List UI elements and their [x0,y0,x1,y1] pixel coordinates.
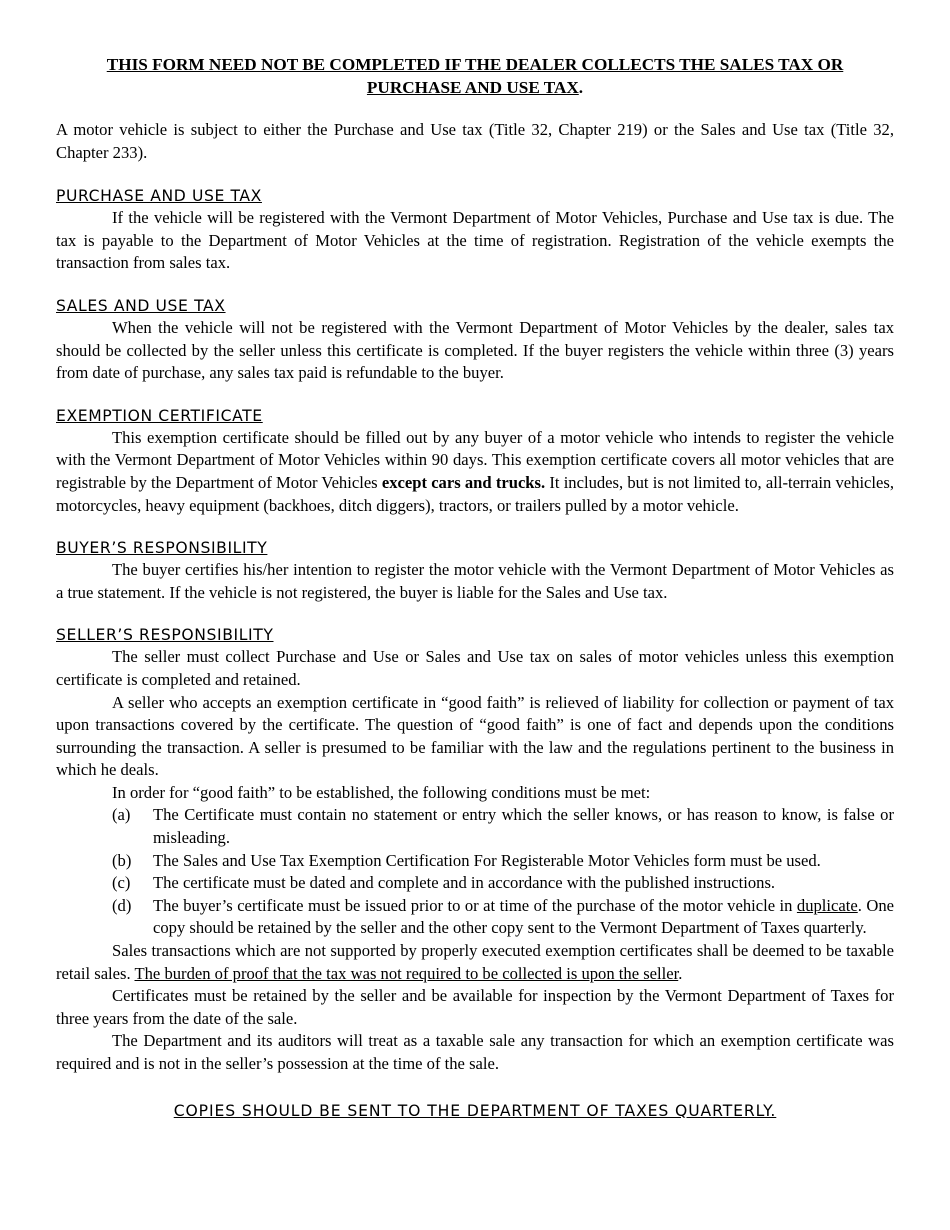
heading-seller-responsibility: SELLER’S RESPONSIBILITY [56,626,274,645]
buyer-responsibility-paragraph: The buyer certifies his/her intention to register the motor vehicle with the Vermont Department of Motor Vehicles as a true statement. If the vehicle is not registered, the buyer is liable for the Sales and Use tax. [56,560,894,602]
burden-of-proof-text: The burden of proof that the tax was not required to be collected is upon the seller [134,963,679,983]
seller-paragraph-4: Sales transactions which are not supported by properly executed exemption certificates shall be deemed to be taxable retail sales. The burden of proof that the tax was not required to be collected is upon the seller. [56,941,894,983]
heading-buyer-responsibility: BUYER’S RESPONSIBILITY [56,539,268,558]
good-faith-conditions-list [56,804,894,940]
sales-use-tax-paragraph: When the vehicle will not be registered with the Vermont Department of Motor Vehicles by the dealer, sales tax should be collected by the seller unless this certificate is completed. If the buyer registers the vehicle within three (3) years from date of purchase, any sales tax paid is refundable to the buyer. [56,317,894,383]
seller-paragraph-3: In order for “good faith” to be established, the following conditions must be met: [112,782,651,802]
heading-purchase-use-tax: PURCHASE AND USE TAX [56,187,262,206]
notice-banner-line1: THIS FORM NEED NOT BE COMPLETED IF THE DEALER COLLECTS THE SALES TAX OR [106,55,844,74]
footer-notice: COPIES SHOULD BE SENT TO THE DEPARTMENT OF TAXES QUARTERLY. [173,1101,777,1120]
heading-exemption-certificate: EXEMPTION CERTIFICATE [56,406,263,425]
except-cars-trucks-text: except cars and trucks. [381,472,546,492]
intro-paragraph: A motor vehicle is subject to either the Purchase and Use tax (Title 32, Chapter 219) or the Sales and Use tax (Title 32, Chapter 233). [56,120,894,162]
exemption-certificate-paragraph: This exemption certificate should be filled out by any buyer of a motor vehicle who intends to register the vehicle with the Vermont Department of Motor Vehicles within 90 days. This exemption certificate covers all motor vehicles that are registrable by the Department of Motor Vehicles except cars and trucks. It includes, but is not limited to, all-terrain vehicles, motorcycles, heavy equipment (backhoes, ditch diggers), tractors, or trailers pulled by a motor vehicle. [56,427,895,515]
list-item: (b) The Sales and Use Tax Exemption Certification For Registerable Motor Vehicles form must be used. [112,850,821,870]
document-page [56,50,894,1122]
seller-paragraph-2: A seller who accepts an exemption certificate in “good faith” is relieved of liability for collection or payment of tax upon transactions covered by the certificate. The question of “good faith” is one of fact and depends upon the conditions surrounding the transaction. A seller is presumed to be familiar with the law and the regulations pertinent to the business in which he deals. [56,692,894,780]
duplicate-text: duplicate [796,895,858,915]
notice-banner [56,53,894,99]
list-item: (c) The certificate must be dated and complete and in accordance with the published instructions. [112,873,776,893]
purchase-use-tax-paragraph: If the vehicle will be registered with the Vermont Department of Motor Vehicles, Purchase and Use tax is due. The tax is payable to the Department of Motor Vehicles at the time of registration. Registration of the vehicle exempts the transaction from sales tax. [56,208,894,273]
seller-paragraph-5: Certificates must be retained by the seller and be available for inspection by the Vermont Department of Taxes for three years from the date of the sale. [56,986,894,1028]
list-item: (a) The Certificate must contain no statement or entry which the seller knows, or has reason to know, is false or misleading. [112,805,894,848]
notice-banner-line2: PURCHASE AND USE TAX [366,78,579,97]
seller-paragraph-6: The Department and its auditors will treat as a taxable sale any transaction for which an exemption certificate was required and is not in the seller’s possession at the time of the sale. [56,1031,894,1073]
seller-paragraph-1: The seller must collect Purchase and Use or Sales and Use tax on sales of motor vehicles unless this exemption certificate is completed and retained. [56,647,894,689]
list-item: (d) The buyer’s certificate must be issued prior to or at time of the purchase of the motor vehicle in duplicate. One copy should be retained by the seller and the other copy sent to the Vermont Department of Taxes quarterly. [112,895,894,938]
notice-banner-period: . [578,78,584,97]
heading-sales-use-tax: SALES AND USE TAX [56,296,226,315]
